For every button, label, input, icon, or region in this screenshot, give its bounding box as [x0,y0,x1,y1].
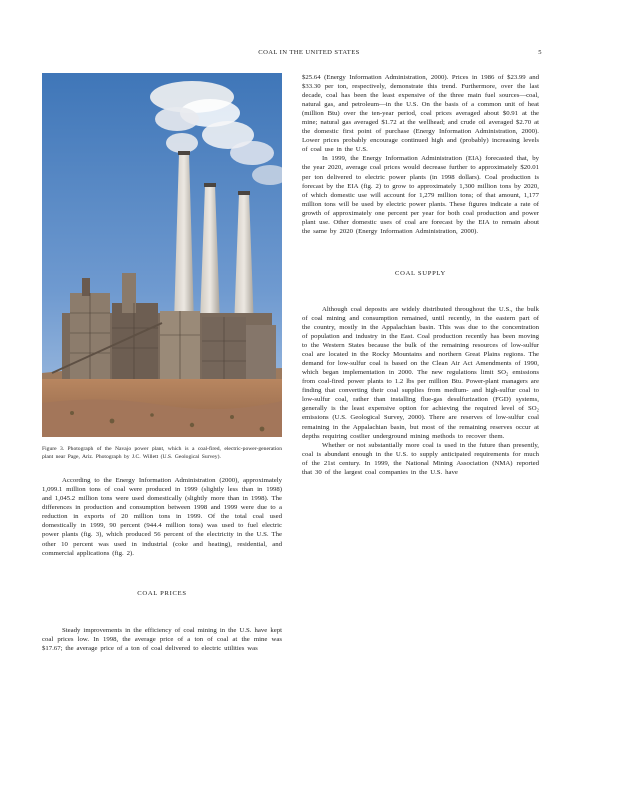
paragraph: In 1999, the Energy Information Administration (EIA) forecasted that, by the year 2020, average coal prices would decrease further to approximately $20.01 per ton delivered to electric power plants (in 1998 dollars). Coal production is forecast by the EIA (fig. 2) to grow to approximately 1,300 million tons by 2020, of which domestic use will account for 1,279 million tons; of that amount, 1,177 million tons will be used by electric power plants. These figures indicate a rate of growth of approximately one percent per year for both coal production and power plant use. Other domestic uses of coal are forecast by the EIA to remain about the same by 2020 (Energy Information Administration, 2000). [302,155,539,235]
section-heading-coal-supply: COAL SUPPLY [395,269,446,277]
page-number: 5 [538,49,542,56]
running-title: COAL IN THE UNITED STATES [258,49,360,56]
navajo-power-plant-photo [42,73,282,437]
paragraph: $25.64 (Energy Information Administration, 2000). Prices in 1986 of $23.99 and $33.30 per ton, respectively, demonstrate this trend. Furthermore, over the last decade, coal has been the least expensive of the three main fuel sources—coal, natural gas, and petroleum—in the U.S. On the basis of a common unit of heat (million Btu) over the ten-year period, coal prices averaged about $0.91 at the mine; natural gas averaged $1.72 at the wellhead; and crude oil averaged $2.70 at the domestic first point of purchase (Energy Information Administration, 2000). Lower prices probably encourage continued high and (probably) increasing levels of coal use in the U.S. [302,74,539,154]
left-column [42,73,282,653]
section-heading-coal-prices: COAL PRICES [137,589,187,597]
paragraph: According to the Energy Information Administration (2000), approximately 1,099.1 million tons of coal were produced in 1999 (slightly less than in 1998) and 1,045.2 million tons were used domestically (slightly more than in 1998). The differences in production and consumption between 1998 and 1999 were due to a reduction in exports of 20 million tons in 1999. Of the total coal used domestically in 1999, 90 percent (944.4 million tons) was used to fuel electric power plants (fig. 3), which produced 56 percent of the electricity in the U.S. The other 10 percent was used in industrial (coke and heating), residential, and commercial applications (fig. 2). [42,477,282,557]
right-column [302,73,539,477]
paragraph: Whether or not substantially more coal is used in the future than presently, coal is abundant enough in the U.S. to supply anticipated requirements for much of the 21st century. In 1999, the National Mining Association (NMA) reported that 30 of the largest coal companies in the U.S. have [302,441,539,476]
figure-caption: Figure 3. Photograph of the Navajo power plant, which is a coal-fired, electric-power-generation plant near Page, Ariz. Photograph by J.C. Willett (U.S. Geological Survey). [42,446,282,460]
paragraph: Although coal deposits are widely distributed throughout the U.S., the bulk of coal mining and consumption remained, until recently, in the eastern part of the country, mostly in the Appalachian basin. This was due to the concentration of population and industry in the East. Coal production recently has been moving to the Western States because the bulk of the remaining resources of low-sulfur coal are located in the Rocky Mountains and northern Great Plains regions. The demand for low-sulfur coal is based on the Clean Air Act Amendments of 1990, which began implementation in 2000. The new regulations limit SO₂ emissions from coal-fired power plants to 1.2 lbs per million Btu. Power-plant managers are finding that converting their coal supplies from medium- and high-sulfur coal to low-sulfur coal, rather than installing flue-gas desulfurization (FGD) systems, generally is the least expensive option for achieving the required level of SO₂ emissions (U.S. Geological Survey, 2000). There are reserves of low-sulfur coal remaining in the Appalachian basin, but most of the remaining reserves occur at depths requiring costlier underground mining methods to recover them. [302,305,539,440]
paragraph: Steady improvements in the efficiency of coal mining in the U.S. have kept coal prices low. In 1998, the average price of a ton of coal at the mine was $17.67; the average price of a ton of coal delivered to electric utilities was [42,626,282,652]
